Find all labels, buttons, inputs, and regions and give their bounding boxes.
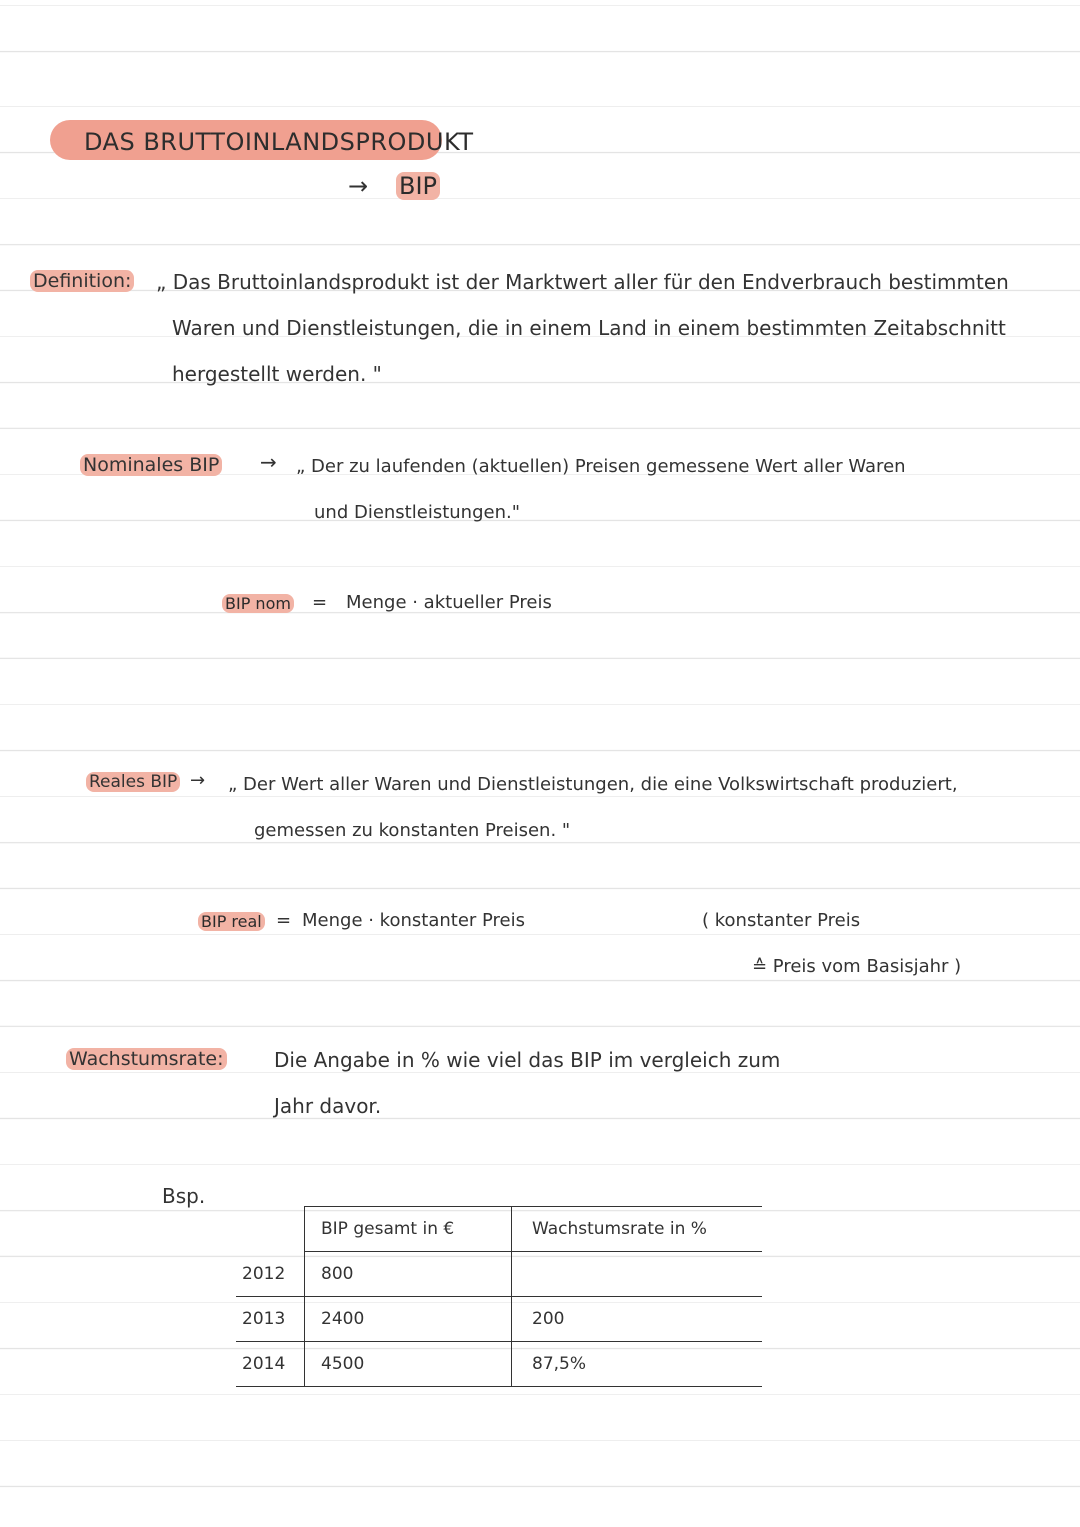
abbreviation-text: BIP <box>396 172 440 200</box>
real-formula-left-text: BIP real <box>198 912 265 931</box>
table-row <box>236 1342 762 1387</box>
table-cell-growth <box>512 1252 763 1297</box>
nominal-formula-eq: = <box>312 592 328 613</box>
table-header-gdp: BIP gesamt in € <box>305 1207 512 1252</box>
definition-label-text: Definition: <box>30 270 134 292</box>
growth-line-1: Die Angabe in % wie viel das BIP im vergleich zum <box>274 1048 781 1072</box>
real-formula-left <box>198 912 265 931</box>
nominal-line-2: und Dienstleistungen." <box>314 502 520 523</box>
growth-label <box>66 1048 227 1070</box>
real-formula-right: Menge · konstanter Preis <box>302 910 526 931</box>
arrow-icon: → <box>348 172 369 200</box>
real-label <box>86 772 180 792</box>
definition-label <box>30 270 134 292</box>
real-note-line-1: ( konstanter Preis <box>702 910 861 931</box>
nominal-label <box>80 454 222 476</box>
table-row <box>236 1252 762 1297</box>
table-header-row <box>236 1207 762 1252</box>
table-row <box>236 1297 762 1342</box>
nominal-line-1: „ Der zu laufenden (aktuellen) Preisen gemessene Wert aller Waren <box>296 456 906 477</box>
table-cell-growth: 200 <box>512 1297 763 1342</box>
definition-line-1: „ Das Bruttoinlandsprodukt ist der Marktwert aller für den Endverbrauch bestimmten <box>156 270 1009 294</box>
growth-label-text: Wachstumsrate: <box>66 1048 227 1070</box>
real-arrow-icon: → <box>190 770 206 791</box>
table-cell-year: 2013 <box>236 1297 305 1342</box>
table-cell-year: 2014 <box>236 1342 305 1387</box>
real-note-line-2: ≙ Preis vom Basisjahr ) <box>752 956 962 977</box>
table-header-year <box>236 1207 305 1252</box>
table-header-growth: Wachstumsrate in % <box>512 1207 763 1252</box>
nominal-formula-left-text: BIP nom <box>222 594 294 613</box>
example-label: Bsp. <box>162 1184 206 1208</box>
table-cell-gdp: 800 <box>305 1252 512 1297</box>
example-table <box>236 1206 762 1387</box>
table-cell-growth: 87,5% <box>512 1342 763 1387</box>
real-line-1: „ Der Wert aller Waren und Dienstleistungen, die eine Volkswirtschaft produziert, <box>228 774 958 795</box>
definition-line-3: hergestellt werden. " <box>172 362 382 386</box>
definition-line-2: Waren und Dienstleistungen, die in einem Land in einem bestimmten Zeitabschnitt <box>172 316 1006 340</box>
growth-line-2: Jahr davor. <box>274 1094 382 1118</box>
real-formula-eq: = <box>276 910 292 931</box>
table-cell-year: 2012 <box>236 1252 305 1297</box>
nominal-formula-left <box>222 594 294 613</box>
real-line-2: gemessen zu konstanten Preisen. " <box>254 820 571 841</box>
table-cell-gdp: 2400 <box>305 1297 512 1342</box>
page-title: DAS BRUTTOINLANDSPRODUKT <box>84 128 474 156</box>
real-label-text: Reales BIP <box>86 772 180 792</box>
nominal-formula-right: Menge · aktueller Preis <box>346 592 552 613</box>
table-cell-gdp: 4500 <box>305 1342 512 1387</box>
abbreviation <box>396 172 440 200</box>
nominal-arrow-icon: → <box>260 450 277 474</box>
nominal-label-text: Nominales BIP <box>80 454 222 476</box>
